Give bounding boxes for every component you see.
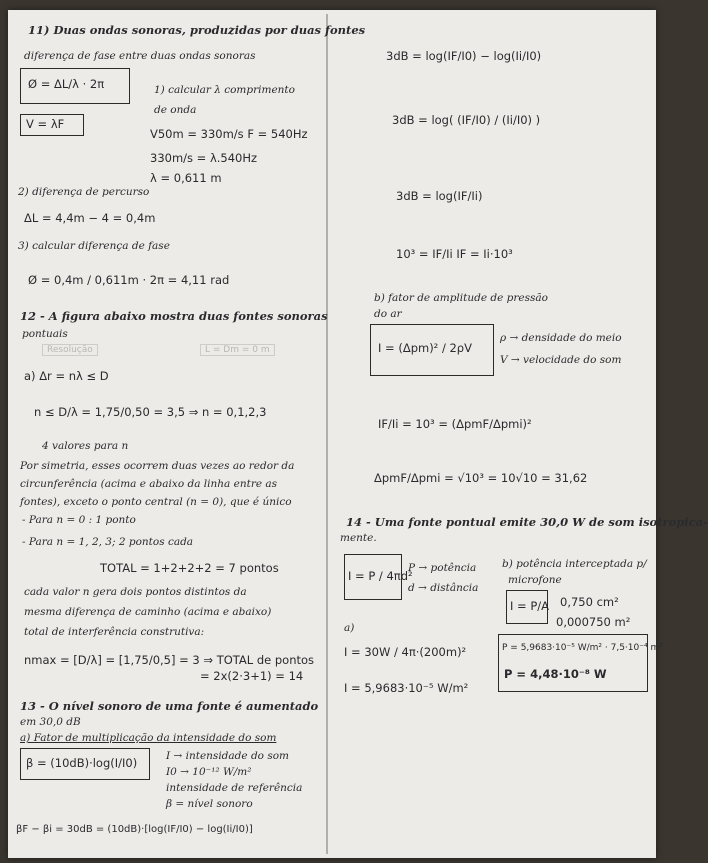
q11-subtitle: diferença de fase entre duas ondas sonoras (24, 50, 256, 62)
q13-part-a: a) Fator de multiplicação da intensidade do som (20, 732, 277, 744)
q13-i0-desc: intensidade de referência (166, 782, 303, 794)
r-eq-1: 3dB = log(IF/I0) − log(Ii/I0) (386, 49, 542, 63)
q14-formula: I = P / 4πd² (348, 569, 413, 583)
rb-rho-def: ρ → densidade do meio (500, 332, 622, 344)
rb-result: ΔpmF/Δpmi = √10³ = 10√10 = 31,62 (374, 471, 588, 485)
q14-p-def: P → potência (408, 562, 477, 574)
p1-title-2: de onda (154, 104, 197, 116)
q13-i-def: I → intensidade do som (166, 750, 289, 762)
q14-b-calc: P = 5,9683·10⁻⁵ W/m² · 7,5·10⁻⁴ m² (502, 643, 663, 653)
q14-title: 14 - Uma fonte pontual emite 30,0 W de som isotropica- (346, 515, 708, 529)
q14-a-label: a) (344, 622, 355, 634)
q12-para-1: Por simetria, esses ocorrem duas vezes ao redor da (20, 460, 295, 472)
q12-para-7: mesma diferença de caminho (acima e abaixo) (24, 606, 272, 618)
q14-b-result: P = 4,48·10⁻⁸ W (504, 667, 607, 681)
p1-line-2: 330m/s = λ.540Hz (150, 151, 258, 165)
rb-title: b) fator de amplitude de pressão (374, 292, 548, 304)
q12-para-4: - Para n = 0 : 1 ponto (22, 514, 136, 526)
rb-v-def: V → velocidade do som (500, 354, 622, 366)
q14-d-def: d → distância (408, 582, 479, 594)
q12-nmax-2: = 2x(2·3+1) = 14 (200, 669, 304, 683)
q11-title: 11) Duas ondas sonoras, produzidas por duas fontes (28, 23, 366, 37)
q13-title-2: em 30,0 dB (20, 716, 81, 728)
r-eq-3: 3dB = log(IF/Ii) (396, 189, 483, 203)
q12-four-values: 4 valores para n (42, 440, 129, 452)
r-eq-2: 3dB = log( (IF/I0) / (Ii/I0) ) (392, 113, 541, 127)
q12-title-2: pontuais (22, 328, 68, 340)
q12-calc: n ≤ D/λ = 1,75/0,50 = 3,5 ⇒ n = 0,1,2,3 (34, 405, 267, 419)
q14-b-formula: I = P/A (510, 599, 550, 613)
r-eq-4: 10³ = IF/Ii IF = Ii·10³ (396, 247, 513, 261)
p2-line-1: ΔL = 4,4m − 4 = 0,4m (24, 211, 156, 225)
q12-title: 12 - A figura abaixo mostra duas fontes sonoras (20, 309, 328, 323)
q14-a-calc: I = 30W / 4π·(200m)² (344, 645, 467, 659)
q12-para-2: circunferência (acima e abaixo da linha entre as (20, 478, 278, 490)
q13-beta-def: β = nível sonoro (166, 798, 253, 810)
p1-line-1: V50m = 330m/s F = 540Hz (150, 127, 308, 141)
q12-para-3: fontes), exceto o ponto central (n = 0), que é único (20, 496, 292, 508)
q13-diff: βF − βi = 30dB = (10dB)·[log(IF/I0) − log(Ii/I0)] (16, 824, 253, 835)
q13-formula: β = (10dB)·log(I/I0) (26, 756, 138, 770)
q14-a-result: I = 5,9683·10⁻⁵ W/m² (344, 681, 469, 695)
faint-erased-formula: L = Dm = 0 m (200, 344, 275, 356)
q12-nmax: nmax = [D/λ] = [1,75/0,5] = 3 ⇒ TOTAL de pontos (24, 653, 315, 667)
velocity-formula: V = λF (26, 117, 65, 131)
q13-i0-def: I0 → 10⁻¹² W/m² (166, 766, 252, 778)
q14-area-cm: 0,750 cm² (560, 595, 619, 609)
q13-title: 13 - O nível sonoro de uma fonte é aumentado (20, 699, 319, 713)
p3-line-1: Ø = 0,4m / 0,611m · 2π = 4,11 rad (28, 273, 230, 287)
q12-total: TOTAL = 1+2+2+2 = 7 pontos (100, 561, 279, 575)
rb-ratio: IF/Ii = 10³ = (ΔpmF/Δpmi)² (378, 417, 532, 431)
notebook-page (8, 10, 708, 858)
faint-erased-text: Resolução (42, 344, 98, 356)
rb-formula: I = (Δpm)² / 2ρV (378, 341, 472, 355)
q14-b-title: b) potência interceptada p/ (502, 558, 647, 570)
q14-area-m: 0,000750 m² (556, 615, 631, 629)
p1-line-3: λ = 0,611 m (150, 171, 222, 185)
p2-title: 2) diferença de percurso (18, 186, 150, 198)
p1-title: 1) calcular λ comprimento (154, 84, 295, 96)
q14-title-2: mente. (340, 532, 377, 544)
p3-title: 3) calcular diferença de fase (18, 240, 170, 252)
phase-formula: Ø = ΔL/λ · 2π (28, 77, 105, 91)
column-divider (326, 14, 328, 854)
q12-para-8: total de interferência construtiva: (24, 626, 205, 638)
rb-title-2: do ar (374, 308, 402, 320)
q14-b-title-2: microfone (508, 574, 562, 586)
q12-para-6: cada valor n gera dois pontos distintos da (24, 586, 247, 598)
q12-para-5: - Para n = 1, 2, 3; 2 pontos cada (22, 536, 194, 548)
q12-a: a) Δr = nλ ≤ D (24, 369, 109, 383)
